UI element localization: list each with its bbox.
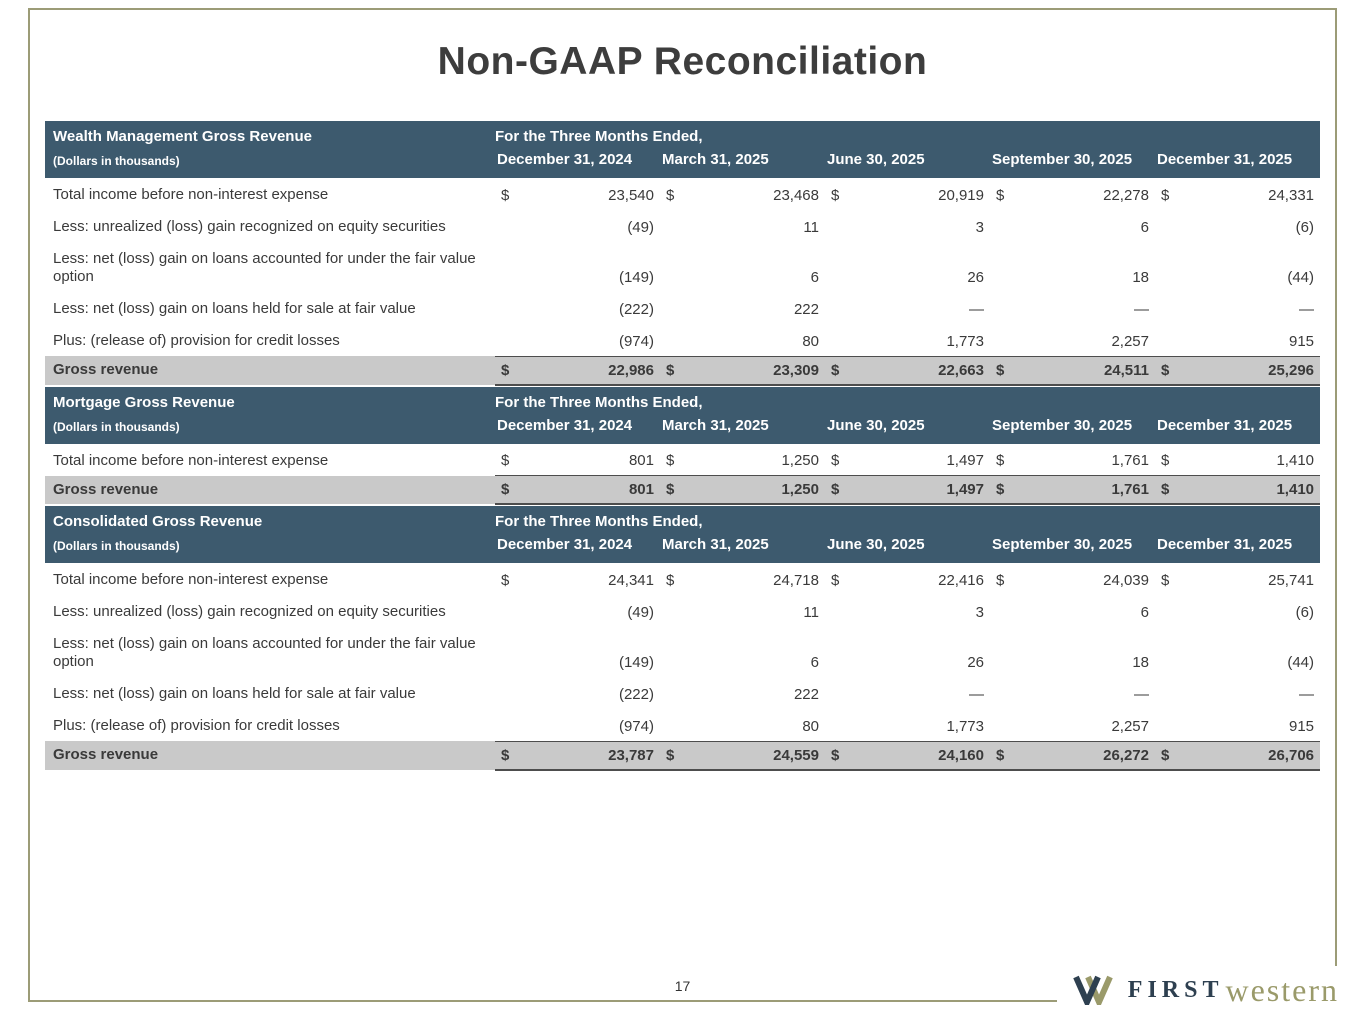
date-column-header: March 31, 2025 [660,413,825,444]
dollar-sign-cell [660,595,684,627]
logo-text-first: FIRST [1127,976,1224,1003]
row-label: Less: net (loss) gain on loans accounted for under the fair value option [53,250,476,285]
value-cell: 18 [1132,654,1149,671]
value-cell: 24,039 [1103,572,1149,589]
table-header-row [45,506,1320,532]
dollar-sign-cell: $ [666,187,675,204]
dollar-sign-cell: $ [831,452,840,469]
date-column-header: December 31, 2024 [495,147,660,178]
date-column-header: June 30, 2025 [825,532,990,563]
dollar-sign-cell: $ [990,356,1014,385]
dollar-sign-cell [825,595,849,627]
value-cell: (974) [618,717,654,735]
table-row [45,178,1320,210]
table-header-row [45,387,1320,413]
page-title: Non-GAAP Reconciliation [437,40,928,83]
tables-region [45,121,1320,772]
value-cell: 25,741 [1268,572,1315,589]
row-label: Total income before non-interest expense [53,186,329,203]
value-cell: — [1299,301,1315,318]
dollar-sign-cell: $ [501,452,510,469]
first-western-logo [1057,966,1341,1012]
dollar-sign-cell: $ [990,476,1014,505]
table-section-title: Mortgage Gross Revenue [45,387,495,413]
value-cell: 11 [803,219,819,236]
dollar-sign-cell [495,324,519,356]
gross-revenue-value-cell: 22,986 [519,356,660,385]
table-body [45,563,1320,770]
gross-revenue-label: Gross revenue [45,741,495,770]
value-cell: 1,497 [946,452,984,469]
dollar-sign-cell: $ [996,187,1005,204]
table-body [45,444,1320,505]
table-row [45,324,1320,356]
value-cell: 24,341 [608,572,654,589]
value-cell: 222 [793,686,819,703]
date-column-header: March 31, 2025 [660,532,825,563]
dollar-sign-cell: $ [666,572,675,589]
dollar-sign-cell: $ [501,572,510,589]
value-cell: 6 [810,269,819,286]
period-header: For the Three Months Ended, [495,387,1320,413]
value-cell: 6 [1140,604,1149,621]
table-header [45,506,1320,563]
dollar-sign-cell [825,677,849,709]
value-cell: 23,468 [773,187,819,204]
dollar-sign-cell [990,677,1014,709]
date-column-header: September 30, 2025 [990,147,1155,178]
gross-revenue-value-cell: 24,160 [849,741,990,770]
dollar-sign-cell: $ [831,187,840,204]
value-cell: 1,773 [946,717,984,735]
dollar-sign-cell [495,709,519,741]
dollar-sign-cell [990,324,1014,356]
row-label: Less: unrealized (loss) gain recognized on equity securities [53,218,446,235]
dollar-sign-cell [495,627,519,677]
value-cell: 24,718 [773,572,819,589]
financial-table [45,506,1320,771]
dollars-in-thousands-note: (Dollars in thousands) [45,147,495,178]
value-cell: (222) [618,301,654,318]
gross-revenue-value-cell: 1,250 [684,476,825,505]
dollar-sign-cell [990,595,1014,627]
table-body [45,178,1320,385]
dollar-sign-cell: $ [831,572,840,589]
dollar-sign-cell [495,677,519,709]
dollar-sign-cell [990,210,1014,242]
date-column-header: December 31, 2025 [1155,147,1320,178]
date-column-header: December 31, 2024 [495,413,660,444]
value-cell: 24,331 [1268,187,1315,204]
value-cell: 23,540 [608,187,654,204]
value-cell: (6) [1295,604,1315,621]
value-cell: 26 [967,654,984,671]
dollar-sign-cell: $ [1161,452,1170,469]
date-column-header: September 30, 2025 [990,532,1155,563]
value-cell: (49) [627,604,654,621]
value-cell: 22,416 [938,572,984,589]
value-cell: 222 [793,301,819,318]
dollar-sign-cell [660,210,684,242]
value-cell: 2,257 [1111,717,1149,735]
dollar-sign-cell: $ [660,741,684,770]
dollar-sign-cell: $ [1155,476,1179,505]
value-cell: — [1134,686,1149,703]
gross-revenue-row [45,476,1320,505]
value-cell: 801 [628,452,654,469]
value-cell: 11 [803,604,819,621]
value-cell: — [1299,686,1315,703]
table-row [45,709,1320,741]
dollar-sign-cell [660,292,684,324]
value-cell: 3 [975,604,984,621]
dollar-sign-cell [660,677,684,709]
value-cell: 22,278 [1103,187,1149,204]
row-label: Total income before non-interest expense [53,571,329,588]
dollar-sign-cell [990,242,1014,292]
dollar-sign-cell: $ [996,572,1005,589]
date-column-header: March 31, 2025 [660,147,825,178]
table-row [45,677,1320,709]
gross-revenue-label: Gross revenue [45,476,495,505]
table-row [45,292,1320,324]
dollar-sign-cell: $ [495,741,519,770]
date-column-header: June 30, 2025 [825,413,990,444]
gross-revenue-row [45,356,1320,385]
dollar-sign-cell: $ [825,741,849,770]
gross-revenue-value-cell: 26,706 [1179,741,1320,770]
row-label: Plus: (release of) provision for credit losses [53,717,340,734]
gross-revenue-row [45,741,1320,770]
dollar-sign-cell [1155,677,1179,709]
table-row [45,444,1320,476]
logo-text-western: western [1225,972,1339,1008]
value-cell: 2,257 [1111,332,1149,350]
dollar-sign-cell [1155,292,1179,324]
dollar-sign-cell: $ [825,476,849,505]
column-header-row [45,147,1320,178]
gross-revenue-value-cell: 1,497 [849,476,990,505]
financial-table [45,121,1320,386]
table-section-title: Wealth Management Gross Revenue [45,121,495,147]
value-cell: 26 [967,269,984,286]
row-label: Less: unrealized (loss) gain recognized on equity securities [53,603,446,620]
value-cell: (149) [618,654,654,671]
value-cell: 1,773 [946,332,984,350]
dollar-sign-cell [990,709,1014,741]
table-row [45,242,1320,292]
gross-revenue-value-cell: 24,511 [1014,356,1155,385]
dollar-sign-cell: $ [495,356,519,385]
value-cell: 1,410 [1276,452,1315,469]
dollar-sign-cell [1155,324,1179,356]
value-cell: 1,761 [1111,452,1149,469]
table-row [45,627,1320,677]
dollar-sign-cell [825,627,849,677]
value-cell: — [1134,301,1149,318]
dollar-sign-cell [825,292,849,324]
dollar-sign-cell: $ [1155,741,1179,770]
value-cell: (6) [1295,219,1315,236]
dollars-in-thousands-note: (Dollars in thousands) [45,413,495,444]
column-header-row [45,532,1320,563]
gross-revenue-value-cell: 24,559 [684,741,825,770]
value-cell: 915 [1288,717,1315,735]
value-cell: 915 [1288,332,1315,350]
value-cell: — [969,301,984,318]
table-header [45,387,1320,444]
gross-revenue-value-cell: 801 [519,476,660,505]
table-row [45,210,1320,242]
table-section-title: Consolidated Gross Revenue [45,506,495,532]
gross-revenue-value-cell: 23,787 [519,741,660,770]
date-column-header: September 30, 2025 [990,413,1155,444]
value-cell: (149) [618,269,654,286]
row-label: Less: net (loss) gain on loans held for sale at fair value [53,685,416,702]
period-header: For the Three Months Ended, [495,506,1320,532]
gross-revenue-value-cell: 25,296 [1179,356,1320,385]
value-cell: (49) [627,219,654,236]
table-header [45,121,1320,178]
dollar-sign-cell: $ [1155,356,1179,385]
value-cell: (974) [618,332,654,350]
dollar-sign-cell [990,292,1014,324]
row-label: Less: net (loss) gain on loans accounted for under the fair value option [53,635,476,670]
value-cell: 6 [1140,219,1149,236]
dollar-sign-cell [1155,595,1179,627]
value-cell: (222) [618,686,654,703]
dollars-in-thousands-note: (Dollars in thousands) [45,532,495,563]
page-number: 17 [674,978,691,994]
dollar-sign-cell [990,627,1014,677]
row-label: Total income before non-interest expense [53,451,329,469]
column-header-row [45,413,1320,444]
dollar-sign-cell [1155,242,1179,292]
gross-revenue-value-cell: 22,663 [849,356,990,385]
value-cell: (44) [1287,269,1315,286]
value-cell: 6 [810,654,819,671]
value-cell: 18 [1132,269,1149,286]
date-column-header: December 31, 2025 [1155,413,1320,444]
dollar-sign-cell [660,324,684,356]
value-cell: 20,919 [938,187,984,204]
dollar-sign-cell: $ [660,356,684,385]
dollar-sign-cell: $ [660,476,684,505]
value-cell: — [969,686,984,703]
value-cell: 80 [802,332,819,350]
dollar-sign-cell: $ [666,452,675,469]
value-cell: 1,250 [781,452,819,469]
dollar-sign-cell [825,709,849,741]
date-column-header: December 31, 2025 [1155,532,1320,563]
dollar-sign-cell [825,210,849,242]
dollar-sign-cell: $ [996,452,1005,469]
dollar-sign-cell [1155,709,1179,741]
dollar-sign-cell [660,627,684,677]
dollar-sign-cell [660,709,684,741]
table-header-row [45,121,1320,147]
table-row [45,563,1320,595]
dollar-sign-cell [1155,627,1179,677]
gross-revenue-value-cell: 1,761 [1014,476,1155,505]
gross-revenue-value-cell: 26,272 [1014,741,1155,770]
value-cell: 80 [802,717,819,735]
value-cell: (44) [1287,654,1315,671]
dollar-sign-cell: $ [1161,572,1170,589]
dollar-sign-cell [660,242,684,292]
dollar-sign-cell: $ [495,476,519,505]
dollar-sign-cell [825,242,849,292]
period-header: For the Three Months Ended, [495,121,1320,147]
dollar-sign-cell [1155,210,1179,242]
value-cell: 3 [975,219,984,236]
date-column-header: December 31, 2024 [495,532,660,563]
dollar-sign-cell [495,242,519,292]
gross-revenue-value-cell: 23,309 [684,356,825,385]
dollar-sign-cell: $ [825,356,849,385]
logo-w-icon [1073,975,1119,1005]
dollar-sign-cell [495,210,519,242]
dollar-sign-cell [825,324,849,356]
table-row [45,595,1320,627]
gross-revenue-value-cell: 1,410 [1179,476,1320,505]
gross-revenue-label: Gross revenue [45,356,495,385]
row-label: Plus: (release of) provision for credit losses [53,332,340,349]
row-label: Less: net (loss) gain on loans held for sale at fair value [53,300,416,317]
dollar-sign-cell: $ [1161,187,1170,204]
dollar-sign-cell: $ [501,187,510,204]
financial-table [45,387,1320,506]
dollar-sign-cell: $ [990,741,1014,770]
dollar-sign-cell [495,292,519,324]
dollar-sign-cell [495,595,519,627]
date-column-header: June 30, 2025 [825,147,990,178]
